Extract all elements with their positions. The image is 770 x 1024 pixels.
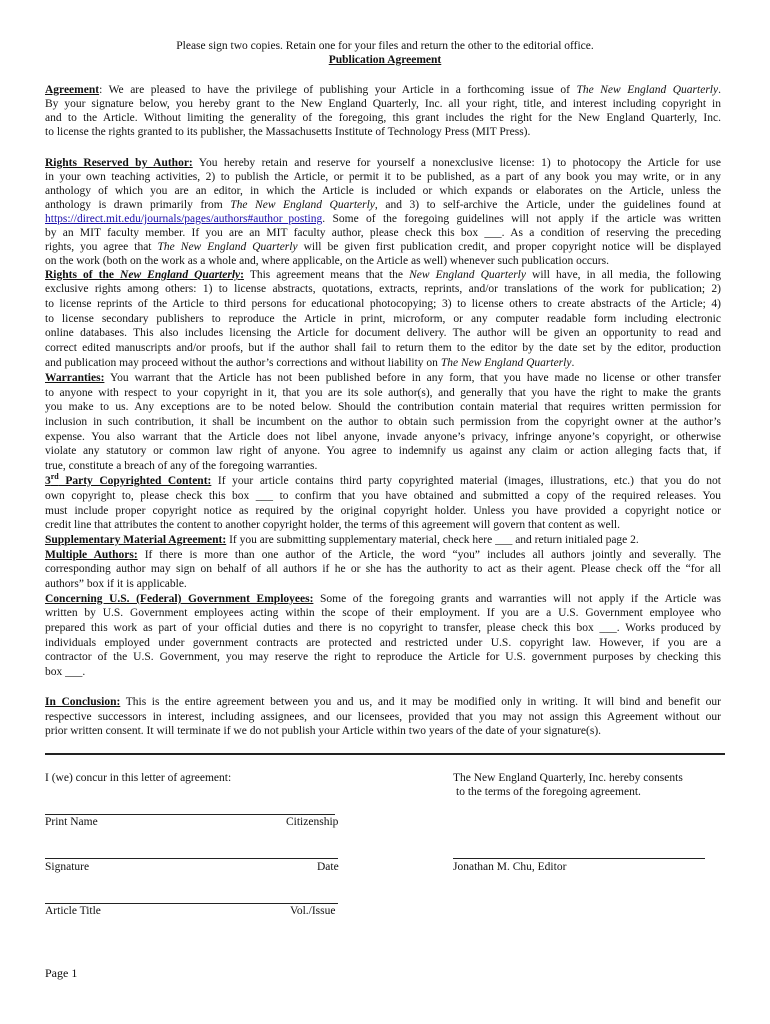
warranties-line-5: expense. You also warrant that the Article does not libel anyone, invade anyone’s privacy, infringe anyone’s copyright, or otherwise [45, 431, 721, 443]
rights-reserved-text: anthology is drawn primarily from [45, 199, 231, 211]
rights-reserved-line-2: in your own teaching activities, 2) to publish the Article, or permit it to be published, as a part of any book you may write, or in any [45, 171, 721, 183]
rights-reserved-text: , and 3) to self-archive the Article, under the guidelines found at [374, 199, 721, 211]
conclusion-line-1 [45, 695, 721, 709]
concur-label: I (we) concur in this letter of agreement: [45, 772, 232, 784]
consent-line-2: to the terms of the foregoing agreement. [456, 786, 641, 798]
print-name-line[interactable] [45, 814, 335, 815]
heading-superscript: rd [50, 472, 59, 482]
journal-name: The New England Quarterly [157, 241, 298, 253]
warranties-text: You warrant that the Article has not been published before in any form, that you have made no license or other transfer [104, 372, 721, 384]
journal-name: The New England Quarterly [230, 199, 375, 211]
rights-reserved-line-7 [45, 240, 721, 254]
multiple-authors-text: If there is more than one author of the Article, the word “you” includes all authors jointly and severally. The [137, 549, 721, 561]
rights-reserved-line-8: on the work (both on the work as a whole and, where applicable, on the Article as well) whenever such publication occurs. [45, 255, 609, 267]
editor-name: Jonathan M. Chu, Editor [453, 861, 567, 873]
multiple-authors-line-2: corresponding author may sign on behalf of all authors if he or she has the authority to act as their agent. Please check off the “for all [45, 563, 721, 575]
agreement-line-2: By your signature below, you hereby grant to the New England Quarterly, Inc. all your right, title, and interest including copyright in [45, 98, 721, 110]
journal-name: New England Quarterly [120, 269, 241, 281]
section-divider [45, 753, 725, 755]
multiple-authors-line-1 [45, 548, 721, 562]
government-line-1 [45, 592, 721, 606]
supplementary-line-1 [45, 533, 721, 547]
rights-reserved-text: rights, you agree that [45, 241, 158, 253]
third-party-line-1 [45, 474, 721, 488]
warranties-line-3: you make to us. Any exceptions are to be noted below. Should the contribution contain material that requires written permission for [45, 401, 721, 413]
warranties-line-2: to anyone with respect to your copyright in it, that you are its sole author(s), and generally that you have the right to make the grants [45, 387, 721, 399]
rights-of-neq-line-7 [45, 356, 721, 370]
page-number: Page 1 [45, 966, 78, 980]
rights-reserved-text: . Some of the foregoing guidelines will not apply if the article was written [322, 213, 721, 225]
rights-of-neq-heading [45, 269, 244, 281]
article-title-line[interactable] [45, 903, 338, 904]
citizenship-label: Citizenship [286, 816, 339, 828]
multiple-authors-line-3: authors” box if it is applicable. [45, 578, 187, 590]
print-name-label: Print Name [45, 816, 98, 828]
third-party-heading [45, 472, 212, 487]
rights-of-neq-line-2: exclusive rights among others: 1) to license abstracts, quotations, extracts, reprints, and/or translations of the work for publication; 2) [45, 283, 721, 295]
document-title-text: Publication Agreement [328, 54, 442, 66]
signature-label: Signature [45, 861, 90, 873]
government-heading: Concerning U.S. (Federal) Government Employees: [45, 593, 314, 605]
government-line-6: box ___. [45, 666, 86, 678]
rights-of-neq-text: and publication may proceed without the author’s corrections and without liability on [45, 357, 441, 369]
conclusion-line-2: respective successors in interest, including assignees, and our licensees, provided that you may not assign this Agreement without our [45, 711, 721, 723]
rights-reserved-line-6: by an MIT faculty member. If you are an MIT faculty author, please check this box ___. As a condition of reserving the preceding [45, 227, 721, 239]
rights-reserved-line-1 [45, 156, 721, 170]
rights-reserved-text: will be given first publication credit, and proper copyright notice will be displayed [297, 241, 721, 253]
warranties-line-1 [45, 371, 721, 385]
vol-issue-label: Vol./Issue [290, 905, 336, 917]
rights-of-neq-line-1 [45, 268, 721, 282]
rights-of-neq-line-6: correct edited manuscripts and/or proofs, but if the author shall fail to return them to the editor by the date set by the editor, production [45, 342, 721, 354]
rights-of-neq-text: This agreement means that the [243, 269, 410, 281]
heading-text: 3 [45, 475, 51, 487]
agreement-line-1 [45, 83, 721, 97]
conclusion-heading: In Conclusion: [45, 696, 121, 708]
journal-name: New England Quarterly [409, 269, 526, 281]
rights-reserved-line-5 [45, 212, 721, 226]
rights-reserved-line-4 [45, 198, 721, 212]
agreement-heading: Agreement [45, 84, 100, 96]
third-party-line-2: own copyright to, please check this box ___ to confirm that you have obtained and submitted a copy of the required releases. You [45, 490, 721, 502]
signature-line[interactable] [45, 858, 338, 859]
government-line-4: individuals employed under government contracts are protected and restricted under U.S. copyright law. However, if you are a [45, 637, 721, 649]
agreement-text: : We are pleased to have the privilege of publishing your Article in a forthcoming issue of [99, 84, 577, 96]
warranties-line-6: violate any statutory or common law right of anyone. You agree to indemnify us against any claim or action alleging facts that, if [45, 445, 721, 457]
article-title-label: Article Title [45, 905, 101, 917]
multiple-authors-heading: Multiple Authors: [45, 549, 138, 561]
editor-signature-line [453, 858, 705, 859]
rights-of-neq-text: . [571, 357, 575, 369]
rights-of-neq-line-4: to license secondary publishers to reproduce the Article in print, microform, or any computer readable form including electronic [45, 313, 721, 325]
agreement-line-4: to license the rights granted to its publisher, the Massachusetts Institute of Technology Press (MIT Press). [45, 126, 531, 138]
conclusion-text: This is the entire agreement between you and us, and it may be modified only in writing. It will bind and benefit our [120, 696, 721, 708]
government-text: Some of the foregoing grants and warranties will not apply if the Article was [313, 593, 721, 605]
author-posting-link[interactable]: https://direct.mit.edu/journals/pages/authors#author_posting [45, 213, 323, 225]
heading-text: : [240, 269, 244, 281]
rights-of-neq-text: will have, in all media, the following [525, 269, 721, 281]
conclusion-line-3: prior written consent. It will terminate if we do not publish your Article within two years of the date of your signature(s). [45, 725, 602, 737]
heading-text: Party Copyrighted Content: [58, 475, 212, 487]
agreement-text: . [718, 84, 721, 96]
warranties-line-7: true, constitute a breach of any of the foregoing warranties. [45, 460, 318, 472]
rights-reserved-heading: Rights Reserved by Author: [45, 157, 193, 169]
supplementary-heading: Supplementary Material Agreement: [45, 534, 227, 546]
rights-reserved-text: You hereby retain and reserve for yourself a nonexclusive license: 1) to photocopy the Article for use [192, 157, 721, 169]
rights-of-neq-line-3: to license reprints of the Article to third persons for educational photocopying; 3) to license others to create abstracts of the Article; 4) [45, 298, 721, 310]
journal-name: The New England Quarterly [576, 84, 719, 96]
third-party-line-4: credit line that attributes the content to another copyright holder, the terms of this agreement will govern that content as well. [45, 519, 621, 531]
date-label: Date [317, 861, 339, 873]
government-line-2: written by U.S. Government employees acting within the scope of their employment. If you are a U.S. Government employee who [45, 607, 721, 619]
third-party-line-3: must include proper copyright notice as required by the original copyright holder. Unless you have provided a copyright notice or [45, 505, 721, 517]
supplementary-text: If you are submitting supplementary material, check here ___ and return initialed page 2. [226, 534, 639, 546]
warranties-line-4: inclusion in such contribution, it shall be incumbent on the author to obtain such permission from the copyright owner at the author’s [45, 416, 721, 428]
document-title [0, 53, 770, 67]
rights-reserved-line-3: anthology of which you are an editor, in which the Article is included or which expands or elaborates on the Article, unless the [45, 185, 721, 197]
warranties-heading: Warranties: [45, 372, 105, 384]
third-party-text: If your article contains third party copyrighted material (images, illustrations, etc.) that you do not [211, 475, 722, 487]
government-line-5: contractor of the U.S. Government, you may reserve the right to reproduce the Article for U.S. government purposes by checking this [45, 651, 721, 663]
journal-name: The New England Quarterly [440, 357, 572, 369]
sign-instruction: Please sign two copies. Retain one for your files and return the other to the editorial office. [176, 40, 594, 52]
agreement-line-3: and to the Article. Without limiting the generality of the foregoing, this grant includes the right for the New England Quarterly, Inc. [45, 112, 721, 124]
consent-line-1: The New England Quarterly, Inc. hereby consents [453, 772, 683, 784]
heading-text: Rights of the [45, 269, 121, 281]
government-line-3: prepared this work as part of your official duties and there is no copyright to transfer, please check this box ___. Works produced by [45, 622, 721, 634]
rights-of-neq-line-5: online databases. This also includes licensing the Article for document delivery. The author will be given an opportunity to read and [45, 327, 721, 339]
